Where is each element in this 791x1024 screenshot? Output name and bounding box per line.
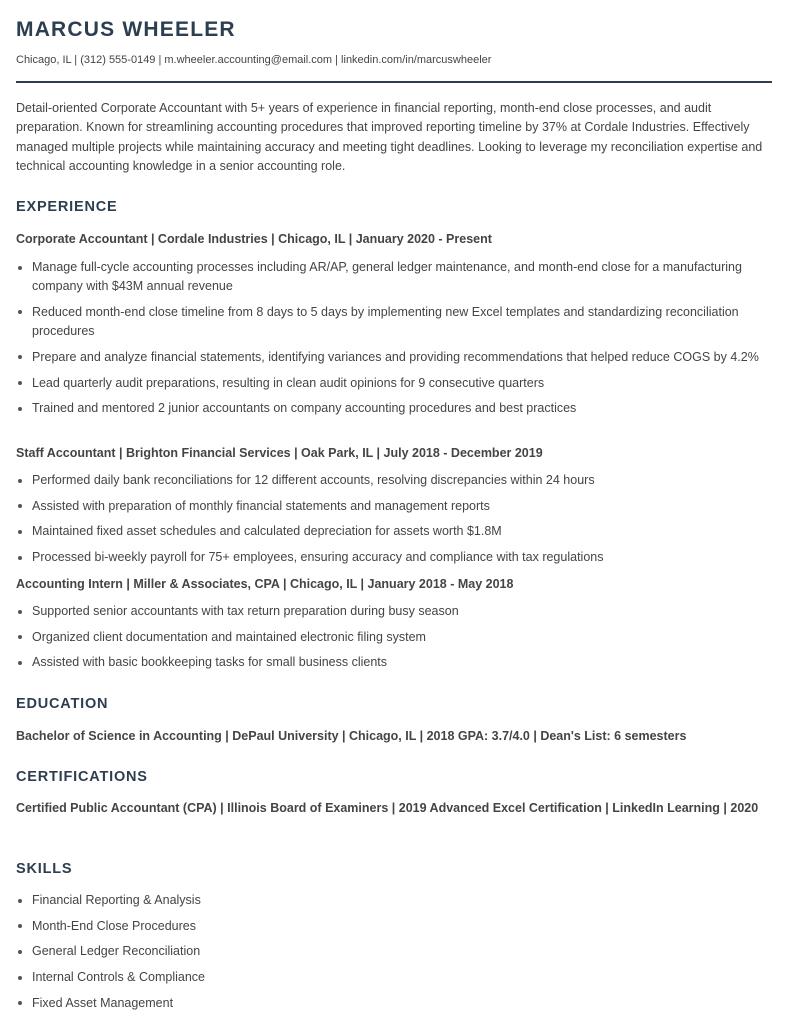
- list-item: Manage full-cycle accounting processes including AR/AP, general ledger maintenance, and month-end close for a manufacturing company with $43M annual revenue: [16, 258, 772, 297]
- education-entry: Bachelor of Science in Accounting | DePaul University | Chicago, IL | 2018 GPA: 3.7/4.0 | Dean's List: 6 semesters: [16, 729, 687, 743]
- skills-list: [16, 891, 772, 1019]
- list-item: Supported senior accountants with tax return preparation during busy season: [16, 602, 772, 621]
- job-heading-accounting-intern: Accounting Intern | Miller & Associates, CPA | Chicago, IL | January 2018 - May 2018: [16, 577, 514, 591]
- job-bullets-corporate-accountant: [16, 258, 772, 425]
- list-item: Prepare and analyze financial statements, identifying variances and providing recommendations that helped reduce COGS by 4.2%: [16, 348, 772, 367]
- contact-line: Chicago, IL | (312) 555-0149 | m.wheeler.accounting@email.com | linkedin.com/in/marcuswheeler: [16, 54, 492, 66]
- list-item: Processed bi-weekly payroll for 75+ employees, ensuring accuracy and compliance with tax regulations: [16, 548, 772, 567]
- list-item: Reduced month-end close timeline from 8 days to 5 days by implementing new Excel templates and standardizing reconciliation procedures: [16, 303, 772, 342]
- header-divider: [16, 81, 772, 83]
- education-section-title: EDUCATION: [16, 696, 109, 712]
- job-bullets-accounting-intern: [16, 602, 772, 679]
- skills-section-title: SKILLS: [16, 861, 73, 877]
- list-item: Performed daily bank reconciliations for 12 different accounts, resolving discrepancies within 24 hours: [16, 471, 772, 490]
- experience-section-title: EXPERIENCE: [16, 199, 118, 215]
- list-item: Fixed Asset Management: [16, 994, 772, 1013]
- job-heading-staff-accountant: Staff Accountant | Brighton Financial Services | Oak Park, IL | July 2018 - December 2019: [16, 446, 543, 460]
- list-item: Lead quarterly audit preparations, resulting in clean audit opinions for 9 consecutive quarters: [16, 374, 772, 393]
- list-item: Maintained fixed asset schedules and calculated depreciation for assets worth $1.8M: [16, 522, 772, 541]
- list-item: Assisted with preparation of monthly financial statements and management reports: [16, 497, 772, 516]
- certifications-entry: Certified Public Accountant (CPA) | Illinois Board of Examiners | 2019 Advanced Excel Certification | LinkedIn Learning | 2020: [16, 801, 759, 815]
- list-item: Trained and mentored 2 junior accountants on company accounting procedures and best practices: [16, 399, 772, 418]
- list-item: General Ledger Reconciliation: [16, 942, 772, 961]
- list-item: Financial Reporting & Analysis: [16, 891, 772, 910]
- job-bullets-staff-accountant: [16, 471, 772, 574]
- certifications-section-title: CERTIFICATIONS: [16, 769, 148, 785]
- list-item: Assisted with basic bookkeeping tasks for small business clients: [16, 653, 772, 672]
- job-heading-corporate-accountant: Corporate Accountant | Cordale Industries | Chicago, IL | January 2020 - Present: [16, 232, 492, 246]
- professional-summary: Detail-oriented Corporate Accountant with 5+ years of experience in financial reporting, month-end close processes, and audit preparation. Known for streamlining accounting procedures that improved reporting timeline by 37% at Cordale Industries. Effectively managed multiple projects while maintaining accuracy and meeting tight deadlines. Looking to leverage my reconciliation expertise and technical accounting knowledge in a senior accounting role.: [16, 101, 763, 173]
- list-item: Organized client documentation and maintained electronic filing system: [16, 628, 772, 647]
- list-item: Internal Controls & Compliance: [16, 968, 772, 987]
- list-item: Month-End Close Procedures: [16, 917, 772, 936]
- candidate-name: MARCUS WHEELER: [16, 18, 236, 41]
